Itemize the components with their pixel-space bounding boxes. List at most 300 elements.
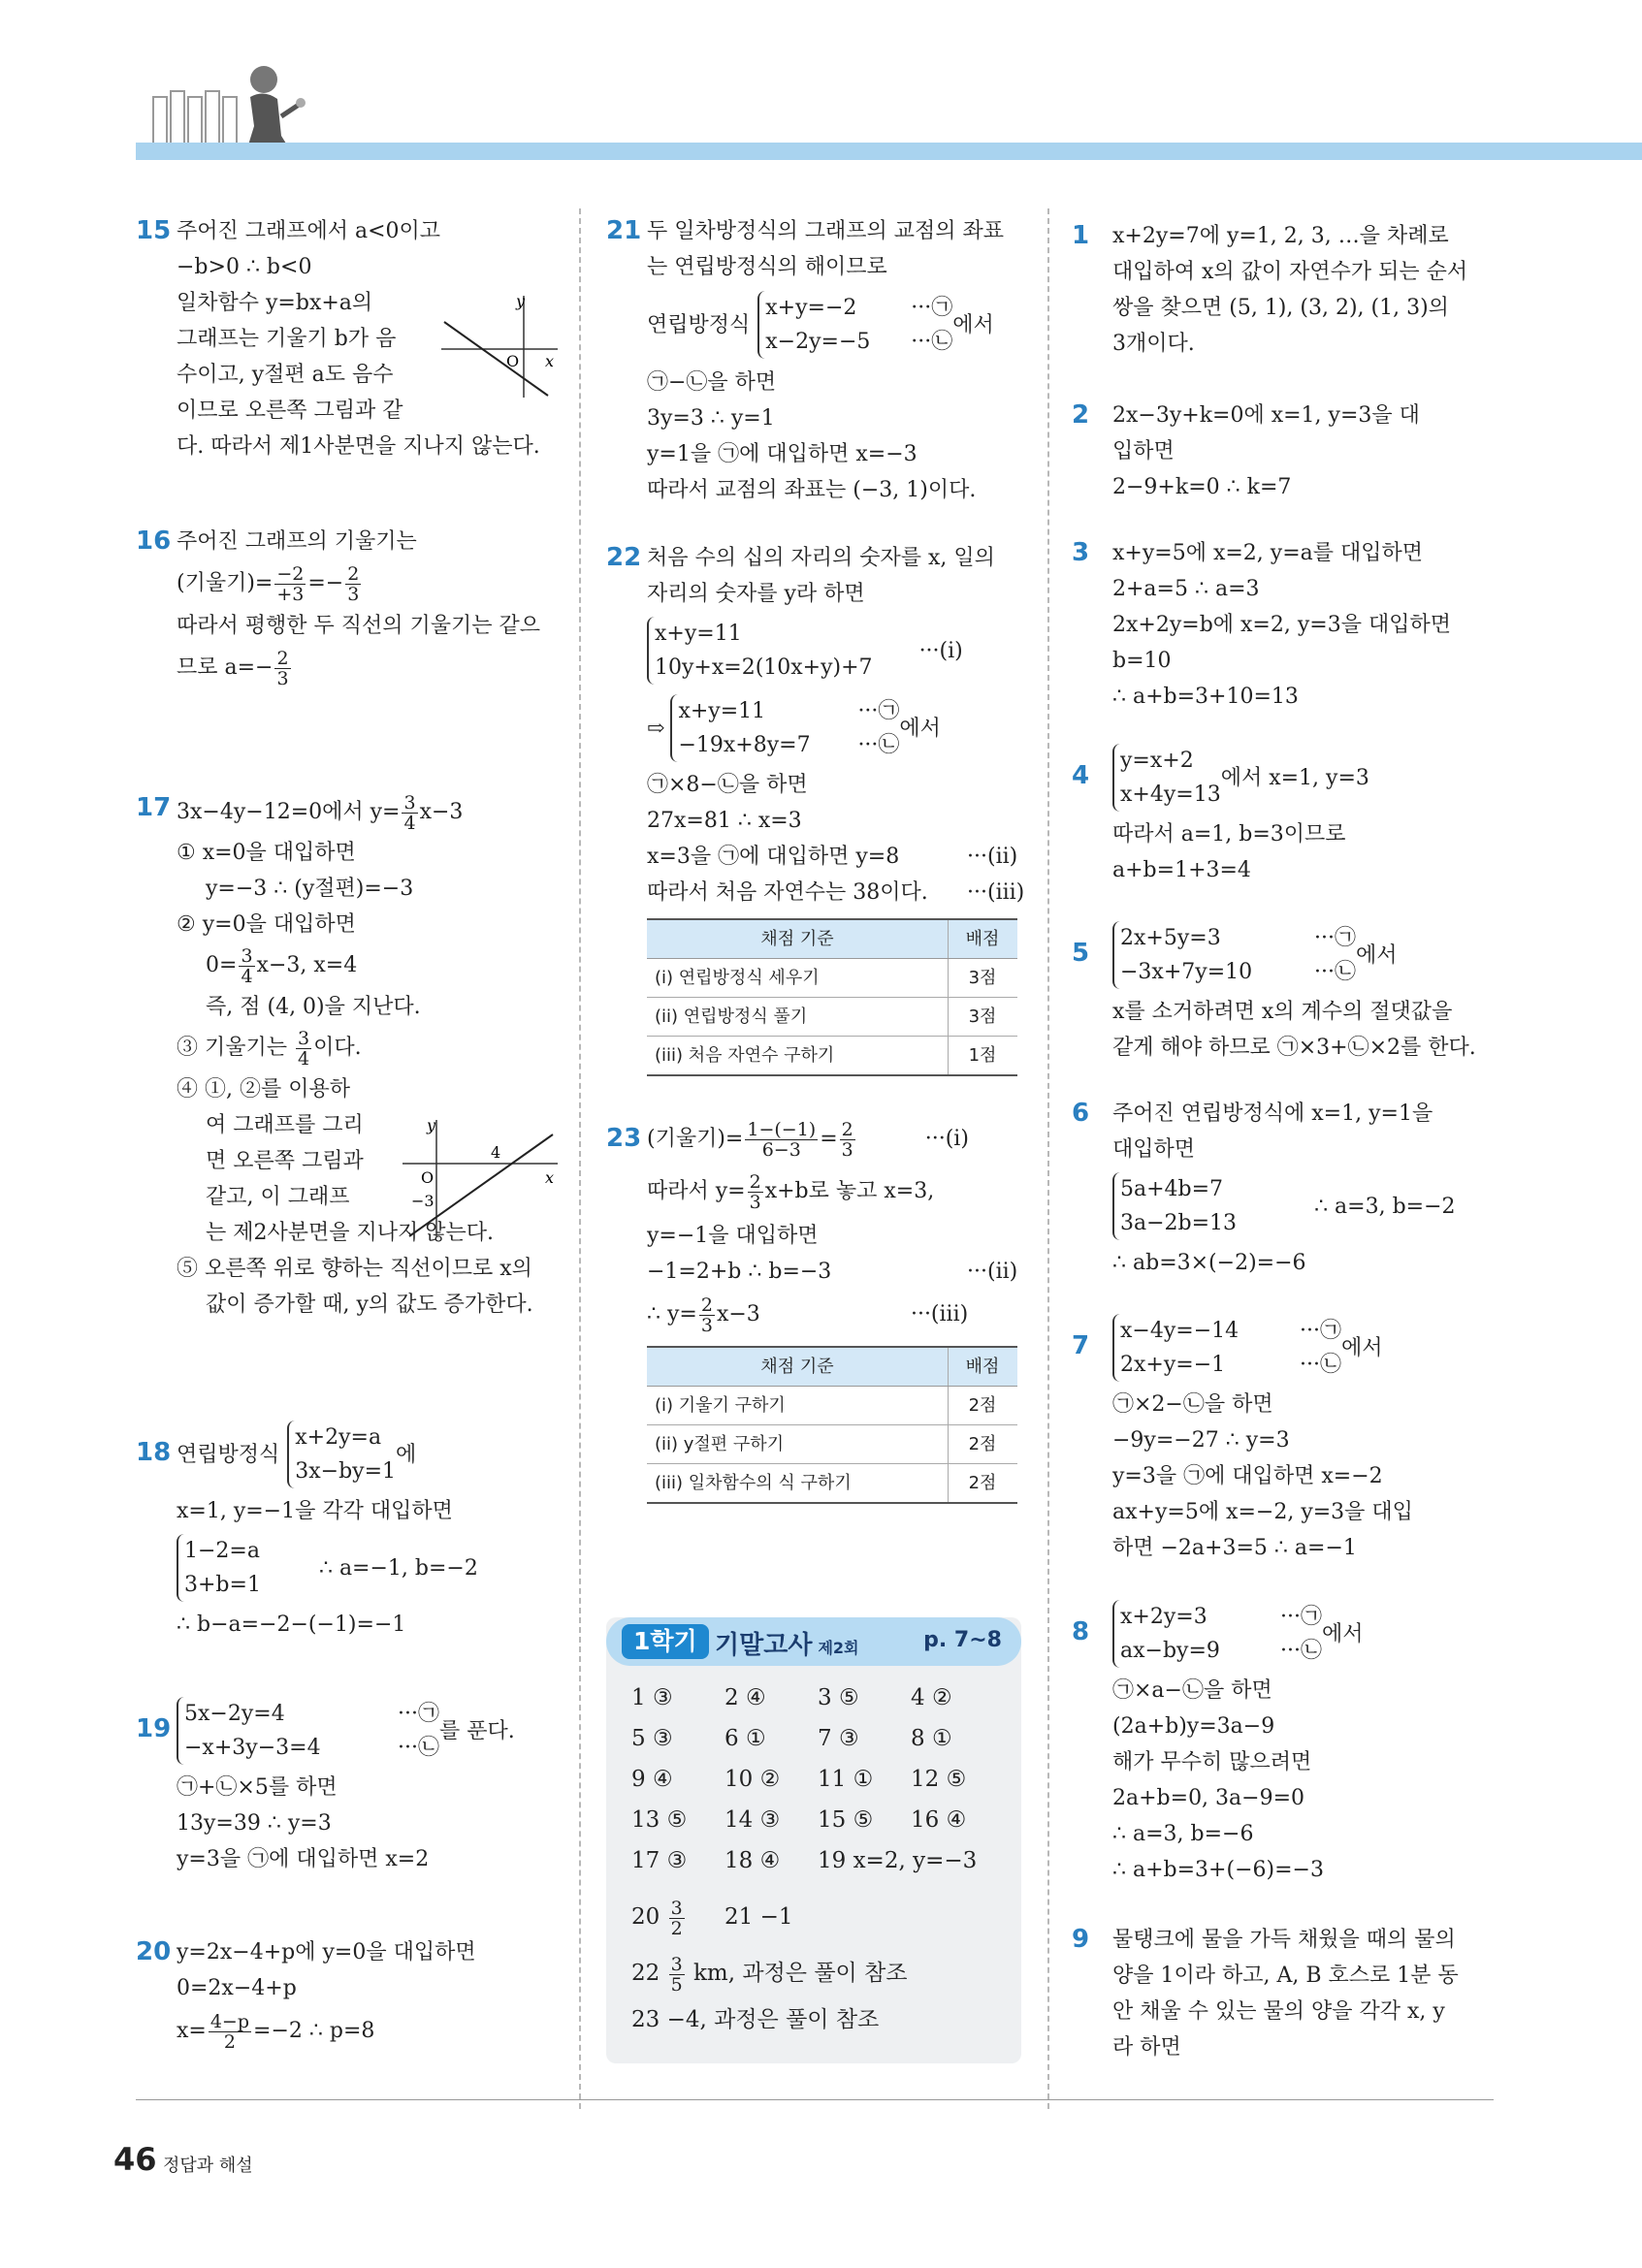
table-header: 배점 xyxy=(949,1347,1018,1387)
equation: 5a+4b=7 xyxy=(1120,1177,1224,1201)
text-line xyxy=(647,1254,1017,1290)
table-cell: 1점 xyxy=(949,1037,1018,1076)
text: 에서 xyxy=(899,716,941,741)
arrow-icon: ⇨ xyxy=(647,716,665,741)
problem-5 xyxy=(1072,916,1476,1066)
problem-number: 7 xyxy=(1072,1331,1090,1360)
equation: x−4y=−14 xyxy=(1120,1319,1240,1343)
answer-cell: 15 ⑤ xyxy=(818,1807,874,1833)
answer-cell: 9 ④ xyxy=(631,1767,673,1792)
equation-system xyxy=(177,1697,439,1765)
text-line: 즉, 점 (4, 0)을 지난다. xyxy=(206,995,421,1019)
text-line: 라 하면 xyxy=(1112,2035,1181,2060)
text-line: 하면 −2a+3=5 ∴ a=−1 xyxy=(1112,1536,1357,1560)
y-intercept-label: −3 xyxy=(411,1192,435,1210)
system-line xyxy=(647,689,1024,767)
text-line: 대입하여 x의 값이 자연수가 되는 순서 xyxy=(1112,260,1468,284)
answer-cell: 8 ① xyxy=(911,1726,952,1751)
text-line: ∴ ab=3×(−2)=−6 xyxy=(1112,1251,1306,1275)
denominator: 6−3 xyxy=(761,1138,801,1161)
table-cell: 3점 xyxy=(949,959,1018,998)
numerator: 2 xyxy=(749,1170,761,1193)
fraction xyxy=(345,564,361,604)
answer-row xyxy=(631,1807,1004,1848)
text-line xyxy=(177,790,533,835)
equation: −3x+7y=10 xyxy=(1120,960,1253,984)
text-line: 입하면 xyxy=(1112,439,1175,463)
text-line: 양을 1이라 하고, A, B 호스로 1분 동 xyxy=(1112,1964,1459,1988)
answer-cell: 2 ④ xyxy=(724,1685,766,1710)
equation: ax−by=9 xyxy=(1120,1639,1220,1663)
text: x−3 xyxy=(716,1302,760,1326)
text: =−2 ∴ p=8 xyxy=(253,2019,375,2043)
text-line: 주어진 그래프에서 a<0이고 xyxy=(177,219,441,243)
problem-number: 16 xyxy=(136,527,172,556)
system-line xyxy=(1112,916,1476,994)
slope-line xyxy=(177,559,540,608)
answer-row xyxy=(631,1685,1004,1726)
text-line: x를 소거하려면 x의 계수의 절댓값을 xyxy=(1112,1000,1453,1024)
equation-system xyxy=(177,1534,261,1602)
scoring-table xyxy=(647,1346,1017,1504)
table-cell: (iii) 일차함수의 식 구하기 xyxy=(647,1464,949,1504)
text: = xyxy=(820,1127,838,1151)
text-line: 0=2x−4+p xyxy=(177,1976,297,2000)
denominator: 2 xyxy=(223,2030,236,2053)
answer-cell: 18 ④ xyxy=(724,1848,781,1873)
text-line: 주어진 그래프의 기울기는 xyxy=(177,529,417,554)
problem-number: 20 xyxy=(136,1937,172,1966)
tag: ···㉠ xyxy=(857,699,900,723)
fraction xyxy=(296,1029,311,1069)
semester-tag: 1학기 xyxy=(622,1624,709,1659)
tag: ···㉡ xyxy=(857,733,900,757)
text: 에서 xyxy=(1321,1621,1364,1646)
equation-system xyxy=(670,694,899,762)
text-line: −9y=−27 ∴ y=3 xyxy=(1112,1428,1290,1453)
text-line: 대입하면 xyxy=(1112,1137,1196,1162)
text: (기울기)= xyxy=(647,1127,744,1151)
equation-system xyxy=(757,291,952,359)
numerator: 2 xyxy=(841,1118,853,1140)
equation: 3x−by=1 xyxy=(295,1459,397,1484)
text-line: x=1, y=−1을 각각 대입하면 xyxy=(177,1499,453,1523)
text-line: 물탱크에 물을 가득 채웠을 때의 물의 xyxy=(1112,1928,1456,1952)
origin-label: O xyxy=(506,352,520,370)
tag: ···(i) xyxy=(918,638,963,663)
system-line xyxy=(1112,1167,1456,1245)
answer-cell: 13 ⑤ xyxy=(631,1807,688,1833)
system-line xyxy=(177,1529,478,1607)
text-line: ① x=0을 대입하면 xyxy=(177,841,356,865)
text: ∴ a=3, b=−2 xyxy=(1314,1194,1456,1219)
text-line: 2x+2y=b에 x=2, y=3을 대입하면 xyxy=(1112,613,1451,637)
answer-text: km, 과정은 풀이 참조 xyxy=(693,1961,908,1986)
problem-4 xyxy=(1072,739,1369,888)
tag: ···㉡ xyxy=(1314,960,1356,984)
text-line: 면 오른쪽 그림과 xyxy=(206,1149,364,1173)
problem-number: 17 xyxy=(136,793,172,822)
text-line: 는 제2사분면을 지나지 않는다. xyxy=(206,1221,494,1245)
text-line: 해가 무수히 많으려면 xyxy=(1112,1750,1312,1774)
scoring-table xyxy=(647,918,1017,1076)
text-line: ⑤ 오른쪽 위로 향하는 직선이므로 x의 xyxy=(177,1257,532,1281)
table-row xyxy=(647,1387,1017,1425)
equation: x+2y=3 xyxy=(1120,1605,1207,1629)
table-cell: (ii) y절편 구하기 xyxy=(647,1425,949,1464)
fraction xyxy=(669,1899,685,1938)
numerator: 3 xyxy=(670,1953,683,1975)
tag: ···(i) xyxy=(924,1127,969,1151)
text: 연립방정식 xyxy=(177,1442,280,1467)
answer-cell: 19 x=2, y=−3 xyxy=(818,1848,978,1873)
equation: x+y=11 xyxy=(655,622,742,646)
header-bar xyxy=(136,143,1642,160)
text-line: 여 그래프를 그리 xyxy=(206,1113,364,1137)
denominator: 3 xyxy=(700,1314,713,1336)
text-line: y=3을 ㉠에 대입하면 x=−2 xyxy=(1112,1464,1383,1488)
table-cell: 3점 xyxy=(949,998,1018,1037)
problem-number: 1 xyxy=(1072,221,1090,250)
problem-21 xyxy=(606,213,1004,508)
numerator: −2 xyxy=(276,562,305,585)
text: x−3 xyxy=(419,800,464,824)
numerator: 2 xyxy=(347,562,360,585)
answer-cell: 1 ③ xyxy=(631,1685,673,1710)
text-line: 2a+b=0, 3a−9=0 xyxy=(1112,1786,1305,1810)
text: x−3, x=4 xyxy=(256,953,358,977)
equation: x+2y=a xyxy=(295,1425,382,1450)
table-cell: (ii) 연립방정식 풀기 xyxy=(647,998,949,1037)
text-line: x+2y=7에 y=1, 2, 3, …을 차례로 xyxy=(1112,224,1449,248)
problem-2 xyxy=(1072,398,1420,505)
equation: y=x+2 xyxy=(1120,749,1194,773)
exam-title xyxy=(715,1625,859,1661)
problem-3 xyxy=(1072,535,1451,715)
denominator: 3 xyxy=(841,1138,853,1161)
denominator: 3 xyxy=(749,1191,761,1213)
text-line: ㉠+㉡×5를 하면 xyxy=(177,1775,338,1800)
text-line: 같게 해야 하므로 ㉠×3+㉡×2를 한다. xyxy=(1112,1036,1476,1060)
text-line: ② y=0을 대입하면 xyxy=(177,912,356,937)
answer-row xyxy=(631,1726,1004,1767)
equation: −x+3y−3=4 xyxy=(184,1736,321,1760)
text-line: 안 채울 수 있는 물의 양을 각각 x, y xyxy=(1112,1999,1445,2024)
text: ∴ y= xyxy=(647,1302,697,1326)
problem-7 xyxy=(1072,1309,1413,1566)
text-line: ④ ①, ②를 이용하 xyxy=(177,1077,350,1102)
problem-number: 23 xyxy=(606,1124,642,1153)
equation: 2x+y=−1 xyxy=(1120,1353,1226,1377)
text: (기울기)= xyxy=(177,571,274,595)
answer-row xyxy=(631,1767,1004,1807)
problem-19 xyxy=(136,1692,515,1877)
table-row xyxy=(647,959,1017,998)
problem-number: 18 xyxy=(136,1438,172,1467)
answer-cell: 5 ③ xyxy=(631,1726,673,1751)
text: 므로 a=− xyxy=(177,655,274,680)
problem-number: 3 xyxy=(1072,538,1090,567)
text: x= xyxy=(177,2019,207,2043)
text-line: y=−1을 대입하면 xyxy=(647,1224,819,1248)
tag: ···㉡ xyxy=(1280,1639,1322,1663)
text-line xyxy=(177,2006,476,2057)
text-line: 자리의 숫자를 y라 하면 xyxy=(647,582,865,606)
fraction xyxy=(274,564,306,604)
answer-cell: 12 ⑤ xyxy=(911,1767,967,1792)
problem-1 xyxy=(1072,218,1467,362)
text-line: 는 연립방정식의 해이므로 xyxy=(647,255,887,279)
problem-6 xyxy=(1072,1096,1456,1281)
origin-label: O xyxy=(421,1168,435,1187)
tag: ···(ii) xyxy=(967,1260,1018,1284)
answer-cell: 6 ① xyxy=(724,1726,766,1751)
numerator: 3 xyxy=(298,1027,310,1049)
problem-23 xyxy=(606,1113,1017,1504)
equation-system xyxy=(1112,1600,1322,1668)
equation: x−2y=−5 xyxy=(765,330,871,354)
text-line: 따라서 a=1, b=3이므로 xyxy=(1112,822,1346,847)
text-line: 따라서 교점의 좌표는 (−3, 1)이다. xyxy=(647,478,977,502)
text-line: b=10 xyxy=(1112,649,1172,673)
text-line: ax+y=5에 x=−2, y=3을 대입 xyxy=(1112,1500,1413,1524)
text-line xyxy=(647,1166,1017,1218)
text-line xyxy=(647,839,1024,875)
tag: ···㉠ xyxy=(1280,1605,1322,1629)
text: 에서 xyxy=(1355,942,1398,968)
fraction xyxy=(669,1955,685,1995)
text: 3x−4y−12=0에서 y= xyxy=(177,800,401,824)
answer-number: 20 xyxy=(631,1904,660,1930)
problem-number: 5 xyxy=(1072,939,1090,968)
numerator: 2 xyxy=(700,1294,713,1316)
system-line xyxy=(177,1416,478,1493)
axis-y-label: y xyxy=(427,1116,436,1134)
equation-system xyxy=(1112,1314,1341,1382)
denominator: 2 xyxy=(670,1917,683,1939)
tag: ···(iii) xyxy=(910,1302,969,1326)
text: 따라서 처음 자연수는 38이다. xyxy=(647,880,928,905)
fraction xyxy=(748,1172,763,1212)
fraction xyxy=(209,2012,251,2052)
system-line xyxy=(1112,1309,1413,1387)
fraction xyxy=(699,1295,715,1335)
system-line xyxy=(1112,1595,1364,1673)
fraction xyxy=(840,1120,855,1160)
problem-number: 4 xyxy=(1072,761,1090,790)
text: 이다. xyxy=(313,1036,362,1060)
text-line: 수이고, y절편 a도 음수 xyxy=(177,363,394,387)
axis-x-label: x xyxy=(545,1168,555,1187)
text-line: −b>0 ∴ b<0 xyxy=(177,255,312,279)
answer-cell: 23 −4, 과정은 풀이 참조 xyxy=(631,2007,880,2032)
column-separator xyxy=(579,208,581,2109)
system-line xyxy=(647,612,1024,689)
text-line: ㉠−㉡을 하면 xyxy=(647,370,777,395)
denominator: 4 xyxy=(241,965,253,987)
text-line: a+b=1+3=4 xyxy=(1112,858,1251,882)
tag: ···㉡ xyxy=(398,1736,439,1760)
equation: x+y=−2 xyxy=(765,296,857,320)
text-line xyxy=(177,1025,533,1071)
problem-20 xyxy=(136,1934,476,2057)
title-text: 기말고사 xyxy=(715,1631,813,1660)
equation: 3+b=1 xyxy=(184,1573,261,1597)
equation: 2x+5y=3 xyxy=(1120,926,1221,950)
text-line: 따라서 평행한 두 직선의 기울기는 같으 xyxy=(177,614,540,638)
text-line: 2+a=5 ∴ a=3 xyxy=(1112,577,1260,601)
answer-row xyxy=(631,1945,1004,2001)
text: =− xyxy=(307,571,344,595)
tag: ···㉠ xyxy=(1300,1319,1341,1343)
text: 에 xyxy=(396,1442,417,1467)
numerator: 1−(−1) xyxy=(747,1118,817,1140)
answer-number: 22 xyxy=(631,1961,660,1986)
table-cell: (i) 연립방정식 세우기 xyxy=(647,959,949,998)
text-line: ㉠×a−㉡을 하면 xyxy=(1112,1678,1272,1703)
text-line: 일차함수 y=bx+a의 xyxy=(177,291,373,315)
answer-row xyxy=(631,1889,1004,1945)
text-line: ∴ a+b=3+10=13 xyxy=(1112,685,1299,709)
denominator: 3 xyxy=(347,583,360,605)
table-row xyxy=(647,1037,1017,1076)
answer-row xyxy=(631,2001,1004,2042)
problem-number: 19 xyxy=(136,1714,172,1743)
problem-8 xyxy=(1072,1595,1364,1888)
text: x=3을 ㉠에 대입하면 y=8 xyxy=(647,845,900,869)
text-line: 그래프는 기울기 b가 음 xyxy=(177,327,397,351)
round-label: 제2회 xyxy=(818,1639,859,1657)
axis-x-label: x xyxy=(545,352,555,370)
system-line xyxy=(647,285,1004,365)
text-line xyxy=(647,875,1024,910)
equation: x+y=11 xyxy=(678,699,766,723)
equation: 1−2=a xyxy=(184,1539,260,1563)
problem-number: 2 xyxy=(1072,400,1090,430)
text-line: x+y=5에 x=2, y=a를 대입하면 xyxy=(1112,541,1424,565)
answer-cell: 17 ③ xyxy=(631,1848,688,1873)
problem-18 xyxy=(136,1416,478,1643)
text: ③ 기울기는 xyxy=(177,1036,294,1060)
text-line: ㉠×2−㉡을 하면 xyxy=(1112,1392,1273,1417)
text-line: y=3을 ㉠에 대입하면 x=2 xyxy=(177,1847,430,1871)
table-cell: 2점 xyxy=(949,1387,1018,1425)
text-line: 쌍을 찾으면 (5, 1), (3, 2), (1, 3)의 xyxy=(1112,296,1449,320)
tag: ···㉠ xyxy=(1314,926,1356,950)
answer-cell: 4 ② xyxy=(911,1685,952,1710)
numerator: 3 xyxy=(403,791,416,814)
text-line: 이므로 오른쪽 그림과 같 xyxy=(177,399,403,423)
text-line: y=2x−4+p에 y=0을 대입하면 xyxy=(177,1940,476,1965)
tag: ···㉠ xyxy=(911,296,953,320)
text-line: 13y=39 ∴ y=3 xyxy=(177,1811,332,1836)
x-intercept-label: 4 xyxy=(491,1143,501,1162)
table-header: 배점 xyxy=(949,919,1018,959)
equation: −19x+8y=7 xyxy=(678,733,811,757)
text-line: 두 일차방정식의 그래프의 교점의 좌표 xyxy=(647,219,1005,243)
text-line xyxy=(647,1290,1017,1340)
table-cell: 2점 xyxy=(949,1464,1018,1504)
answer-key-box xyxy=(606,1617,1021,2063)
answer-cell: 3 ⑤ xyxy=(818,1685,859,1710)
answer-grid xyxy=(631,1685,1004,2042)
text: −1=2+b ∴ b=−3 xyxy=(647,1260,832,1284)
numerator: 2 xyxy=(276,647,289,669)
equation-system xyxy=(647,617,873,685)
equation-system xyxy=(1112,744,1221,812)
denominator: 3 xyxy=(276,667,289,689)
axis-y-label: y xyxy=(516,292,526,310)
graph-17 xyxy=(398,1115,563,1241)
text: 를 푼다. xyxy=(438,1718,515,1743)
text: 에서 x=1, y=3 xyxy=(1220,765,1369,790)
text-line: 27x=81 ∴ x=3 xyxy=(647,809,802,833)
problem-22 xyxy=(606,540,1024,1076)
tag: ···(ii) xyxy=(967,845,1018,869)
text: 따라서 y= xyxy=(647,1179,746,1203)
text: x+b로 놓고 x=3, xyxy=(764,1179,935,1203)
numerator: 4−p xyxy=(209,2010,250,2032)
text-line: 같고, 이 그래프 xyxy=(206,1185,350,1209)
text-line: ∴ a=3, b=−6 xyxy=(1112,1822,1254,1846)
answer-cell: 16 ④ xyxy=(911,1807,967,1833)
text-line xyxy=(647,1113,1017,1166)
footer-rule xyxy=(136,2099,1494,2100)
tag: ···㉠ xyxy=(398,1702,439,1726)
equation: 10y+x=2(10x+y)+7 xyxy=(655,655,873,680)
problem-number: 9 xyxy=(1072,1925,1090,1954)
text-line: 3y=3 ∴ y=1 xyxy=(647,406,775,431)
text: 0= xyxy=(206,953,238,977)
answer-row xyxy=(631,1848,1004,1889)
page-number: 46 xyxy=(113,2141,157,2178)
page-label: 정답과 해설 xyxy=(163,2156,253,2176)
text: ∴ a=−1, b=−2 xyxy=(318,1555,478,1581)
text-line: 다. 따라서 제1사분면을 지나지 않는다. xyxy=(177,434,540,459)
numerator: 3 xyxy=(670,1897,683,1919)
table-header: 채점 기준 xyxy=(647,1347,949,1387)
answer-cell: 7 ③ xyxy=(818,1726,859,1751)
answer-cell xyxy=(631,1889,724,1945)
text-line: 2−9+k=0 ∴ k=7 xyxy=(1112,475,1292,499)
graph-15 xyxy=(436,291,563,402)
problem-9 xyxy=(1072,1922,1459,2065)
system-line xyxy=(1112,739,1369,816)
page-range: p. 7~8 xyxy=(923,1628,1002,1652)
answer-cell: 21 −1 xyxy=(724,1904,793,1930)
table-row xyxy=(647,998,1017,1037)
text-line: (2a+b)y=3a−9 xyxy=(1112,1714,1275,1739)
table-cell: (i) 기울기 구하기 xyxy=(647,1387,949,1425)
text-line: 3개이다. xyxy=(1112,332,1195,356)
problem-17 xyxy=(136,790,533,1323)
table-header: 채점 기준 xyxy=(647,919,949,959)
equation: 5x−2y=4 xyxy=(184,1702,285,1726)
equation-system xyxy=(1112,921,1356,989)
answer-key-header xyxy=(606,1617,1021,1666)
text-line xyxy=(177,644,540,692)
answer-cell: 10 ② xyxy=(724,1767,781,1792)
table-cell: 2점 xyxy=(949,1425,1018,1464)
text-line: y=1을 ㉠에 대입하면 x=−3 xyxy=(647,442,918,466)
problem-number: 22 xyxy=(606,543,642,572)
table-cell: (iii) 처음 자연수 구하기 xyxy=(647,1037,949,1076)
tag: ···㉡ xyxy=(1300,1353,1341,1377)
denominator: +3 xyxy=(276,583,305,605)
fraction xyxy=(274,649,290,688)
text: 에서 xyxy=(1340,1335,1383,1360)
text: 연립방정식 xyxy=(647,312,751,337)
